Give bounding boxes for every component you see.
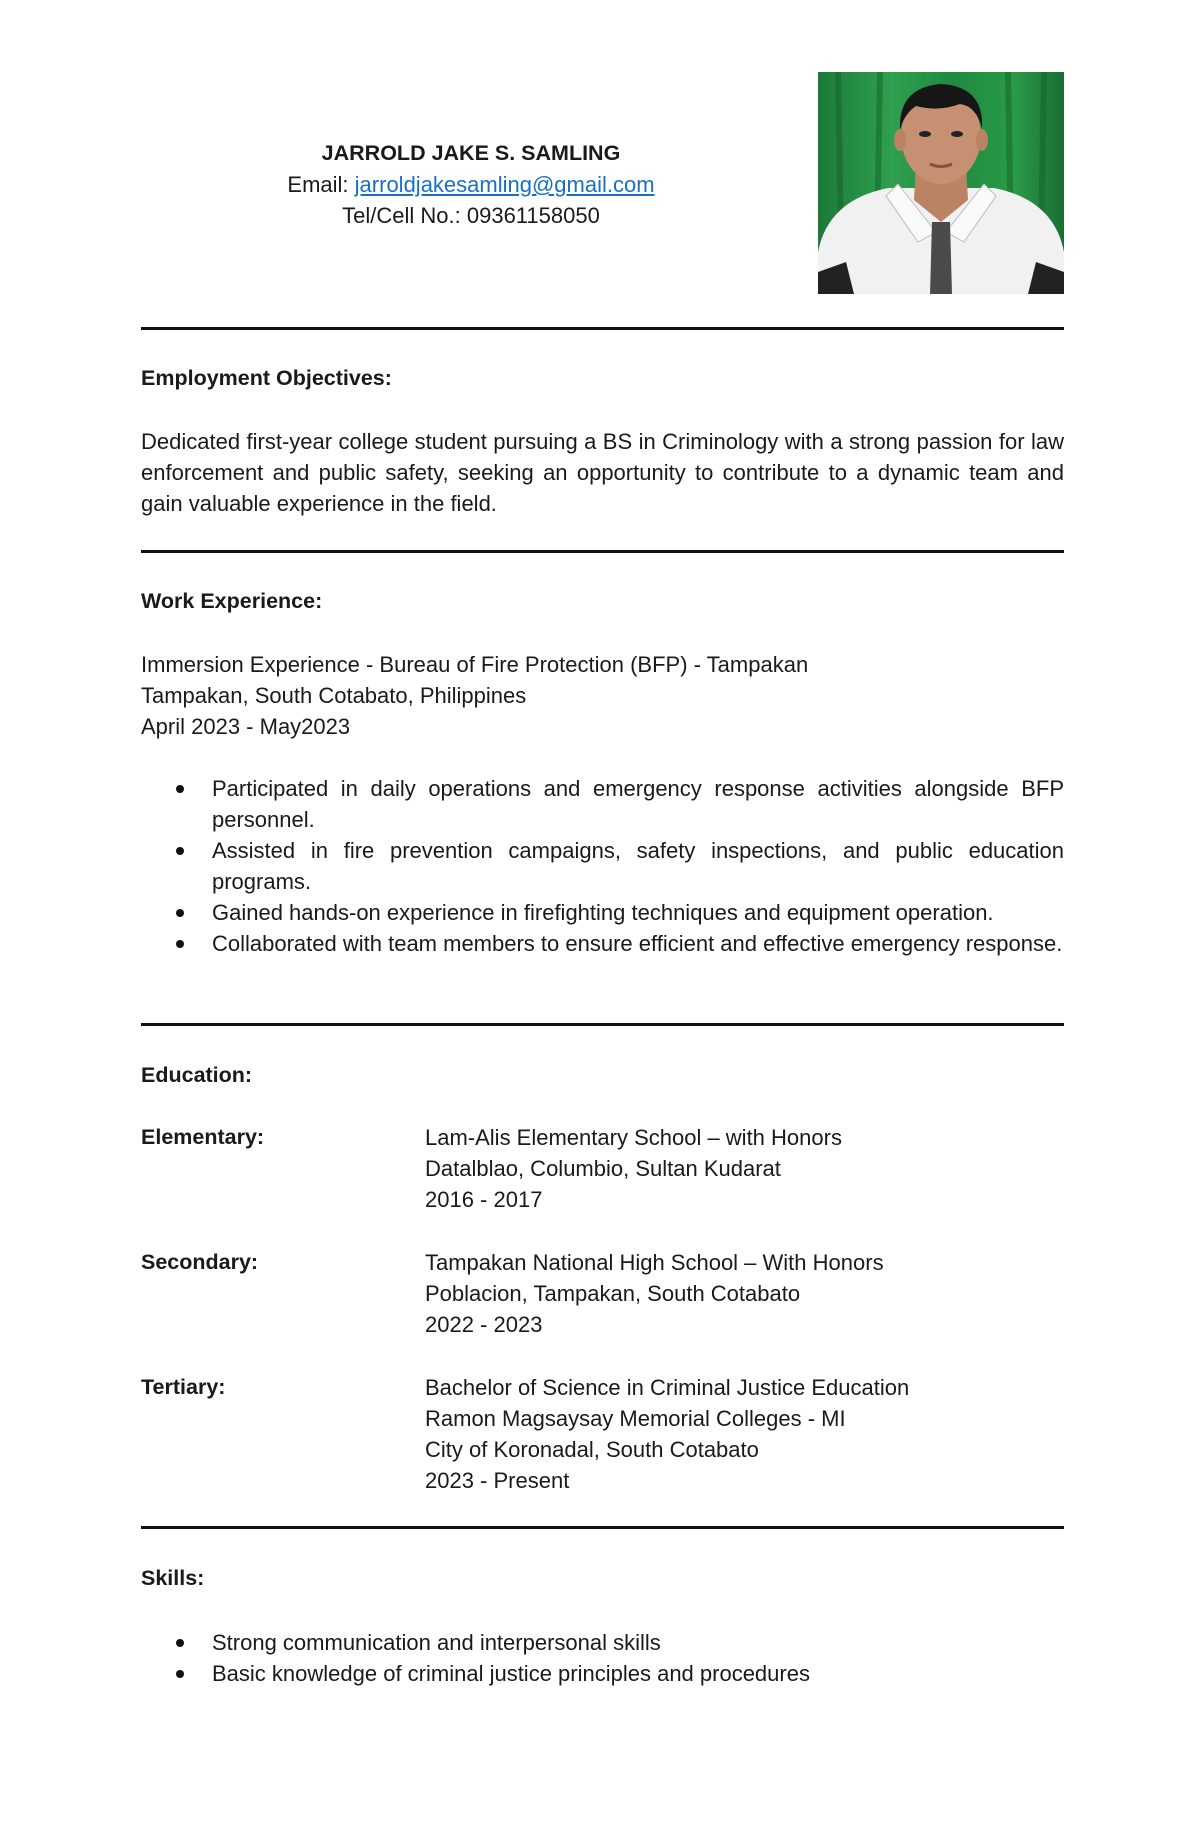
work-bullets: [141, 773, 1064, 959]
divider-4: [141, 1526, 1064, 1529]
profile-photo: [818, 72, 1064, 294]
tertiary-details: [425, 1372, 909, 1496]
tertiary-label: Tertiary:: [141, 1375, 226, 1399]
list-item: Basic knowledge of criminal justice principles and procedures: [141, 1658, 1064, 1689]
school-years: 2016 - 2017: [425, 1187, 543, 1212]
school-name: Ramon Magsaysay Memorial Colleges - MI: [425, 1406, 846, 1431]
degree-name: Bachelor of Science in Criminal Justice Education: [425, 1375, 910, 1400]
email-line: [141, 169, 801, 200]
list-item: Participated in daily operations and emergency response activities alongside BFP personnel.: [141, 773, 1064, 835]
school-location: Poblacion, Tampakan, South Cotabato: [425, 1281, 801, 1306]
school-years: 2022 - 2023: [425, 1312, 543, 1337]
objectives-text: Dedicated first-year college student pursuing a BS in Criminology with a strong passion for law enforcement and public safety, seeking an opportunity to contribute to a dynamic team and gain valuable experience in the field.: [141, 429, 1064, 516]
objectives-heading: Employment Objectives:: [141, 366, 392, 390]
work-dates: April 2023 - May2023: [141, 714, 351, 739]
list-item: Gained hands-on experience in firefighting techniques and equipment operation.: [141, 897, 1064, 928]
list-item: Collaborated with team members to ensure efficient and effective emergency response.: [141, 928, 1064, 959]
school-name: Lam-Alis Elementary School – with Honors: [425, 1125, 842, 1150]
divider-1: [141, 327, 1064, 330]
applicant-name: JARROLD JAKE S. SAMLING: [321, 141, 621, 165]
school-name: Tampakan National High School – With Honors: [425, 1250, 884, 1275]
divider-2: [141, 550, 1064, 553]
education-heading: Education:: [141, 1063, 253, 1087]
secondary-details: [425, 1247, 884, 1340]
email-label: Email:: [287, 172, 355, 197]
work-details: [141, 649, 808, 742]
work-position: Immersion Experience - Bureau of Fire Protection (BFP) - Tampakan: [141, 652, 809, 677]
skills-heading: Skills:: [141, 1566, 205, 1590]
work-heading: Work Experience:: [141, 589, 323, 613]
email-link[interactable]: jarroldjakesamling@gmail.com: [354, 172, 655, 197]
header-block: [141, 138, 801, 231]
list-item: Assisted in fire prevention campaigns, safety inspections, and public education programs.: [141, 835, 1064, 897]
list-item: Strong communication and interpersonal skills: [141, 1627, 1064, 1658]
divider-3: [141, 1023, 1064, 1026]
skills-list: [141, 1627, 1064, 1689]
elementary-details: [425, 1122, 842, 1215]
elementary-label: Elementary:: [141, 1125, 265, 1149]
secondary-label: Secondary:: [141, 1250, 259, 1274]
work-location: Tampakan, South Cotabato, Philippines: [141, 683, 527, 708]
phone-line: Tel/Cell No.: 09361158050: [342, 203, 600, 228]
school-years: 2023 - Present: [425, 1468, 570, 1493]
school-location: City of Koronadal, South Cotabato: [425, 1437, 759, 1462]
school-location: Datalblao, Columbio, Sultan Kudarat: [425, 1156, 781, 1181]
